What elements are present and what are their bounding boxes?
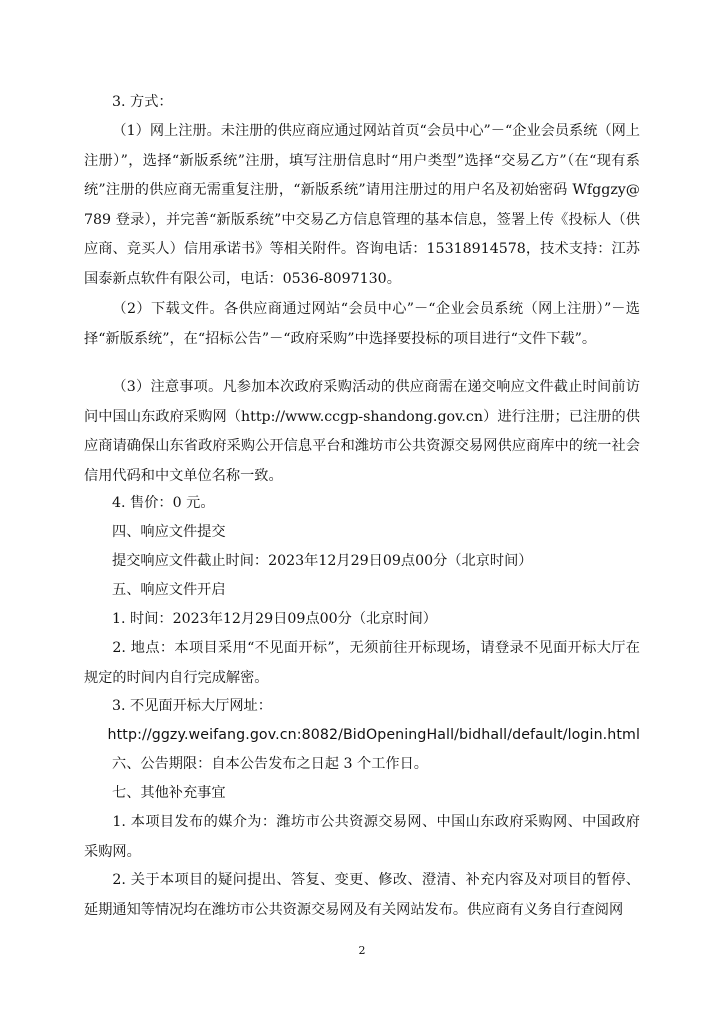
opening-time-line: 1. 时间：2023年12月29日09点00分（北京时间） (112, 611, 437, 627)
online-registration-paragraph: （1）网上注册。未注册的供应商应通过网站首页“会员中心”－“企业会员系统（网上注册）”，选择“新版系统”注册，填写注册信息时“用户类型”选择“交易乙方”（在“现有系统”注册的供应商无需重复注册，“新版系统”请用注册过的用户名及初始密码 Wfggzy@789 登录），并完善“新版系统”中交易乙方信息管理的基本信息，签署上传《投标人（供应商、竞买人）信用承诺书》等相关附件。咨询电话：15318914578，技术支持：江苏国泰新点软件有限公司，电话：0536-8097130。 (84, 123, 640, 287)
submission-deadline-line: 提交响应文件截止时间：2023年12月29日09点00分（北京时间） (112, 553, 533, 569)
media-paragraph: 1. 本项目发布的媒介为：潍坊市公共资源交易网、中国山东政府采购网、中国政府采购网。 (84, 814, 640, 860)
section-four-heading: 四、响应文件提交 (112, 524, 226, 540)
clarification-paragraph: 2. 关于本项目的疑问提出、答复、变更、修改、澄清、补充内容及对项目的暂停、延期通知等情况均在潍坊市公共资源交易网及有关网站发布。供应商有义务自行查阅网 (84, 872, 640, 918)
page-number: 2 (358, 944, 366, 957)
section-six-heading: 六、公告期限：自本公告发布之日起 3 个工作日。 (112, 756, 428, 772)
download-file-paragraph: （2）下载文件。各供应商通过网站“会员中心”－“企业会员系统（网上注册）”－选择“新版系统”，在“招标公告”－“政府采购”中选择要投标的项目进行“文件下载”。 (84, 301, 640, 347)
price-line: 4. 售价：0 元。 (112, 495, 215, 511)
opening-hall-url[interactable]: http://ggzy.weifang.gov.cn:8082/BidOpeningHall/bidhall/default/login.html (107, 727, 640, 743)
opening-location-paragraph: 2. 地点：本项目采用“不见面开标”，无须前往开标现场，请登录不见面开标大厅在规定的时间内自行完成解密。 (84, 640, 640, 686)
opening-hall-url-label: 3. 不见面开标大厅网址： (112, 698, 272, 714)
section-seven-heading: 七、其他补充事宜 (112, 785, 226, 801)
section-method-heading: 3. 方式： (112, 94, 173, 110)
notice-paragraph: （3）注意事项。凡参加本次政府采购活动的供应商需在递交响应文件截止时间前访问中国山东政府采购网（http://www.ccgp-shandong.gov.cn）进行注册；已注册的供应商请确保山东省政府采购公开信息平台和潍坊市公共资源交易网供应商库中的统一社会信用代码和中文单位名称一致。 (84, 379, 640, 484)
section-five-heading: 五、响应文件开启 (112, 582, 226, 598)
